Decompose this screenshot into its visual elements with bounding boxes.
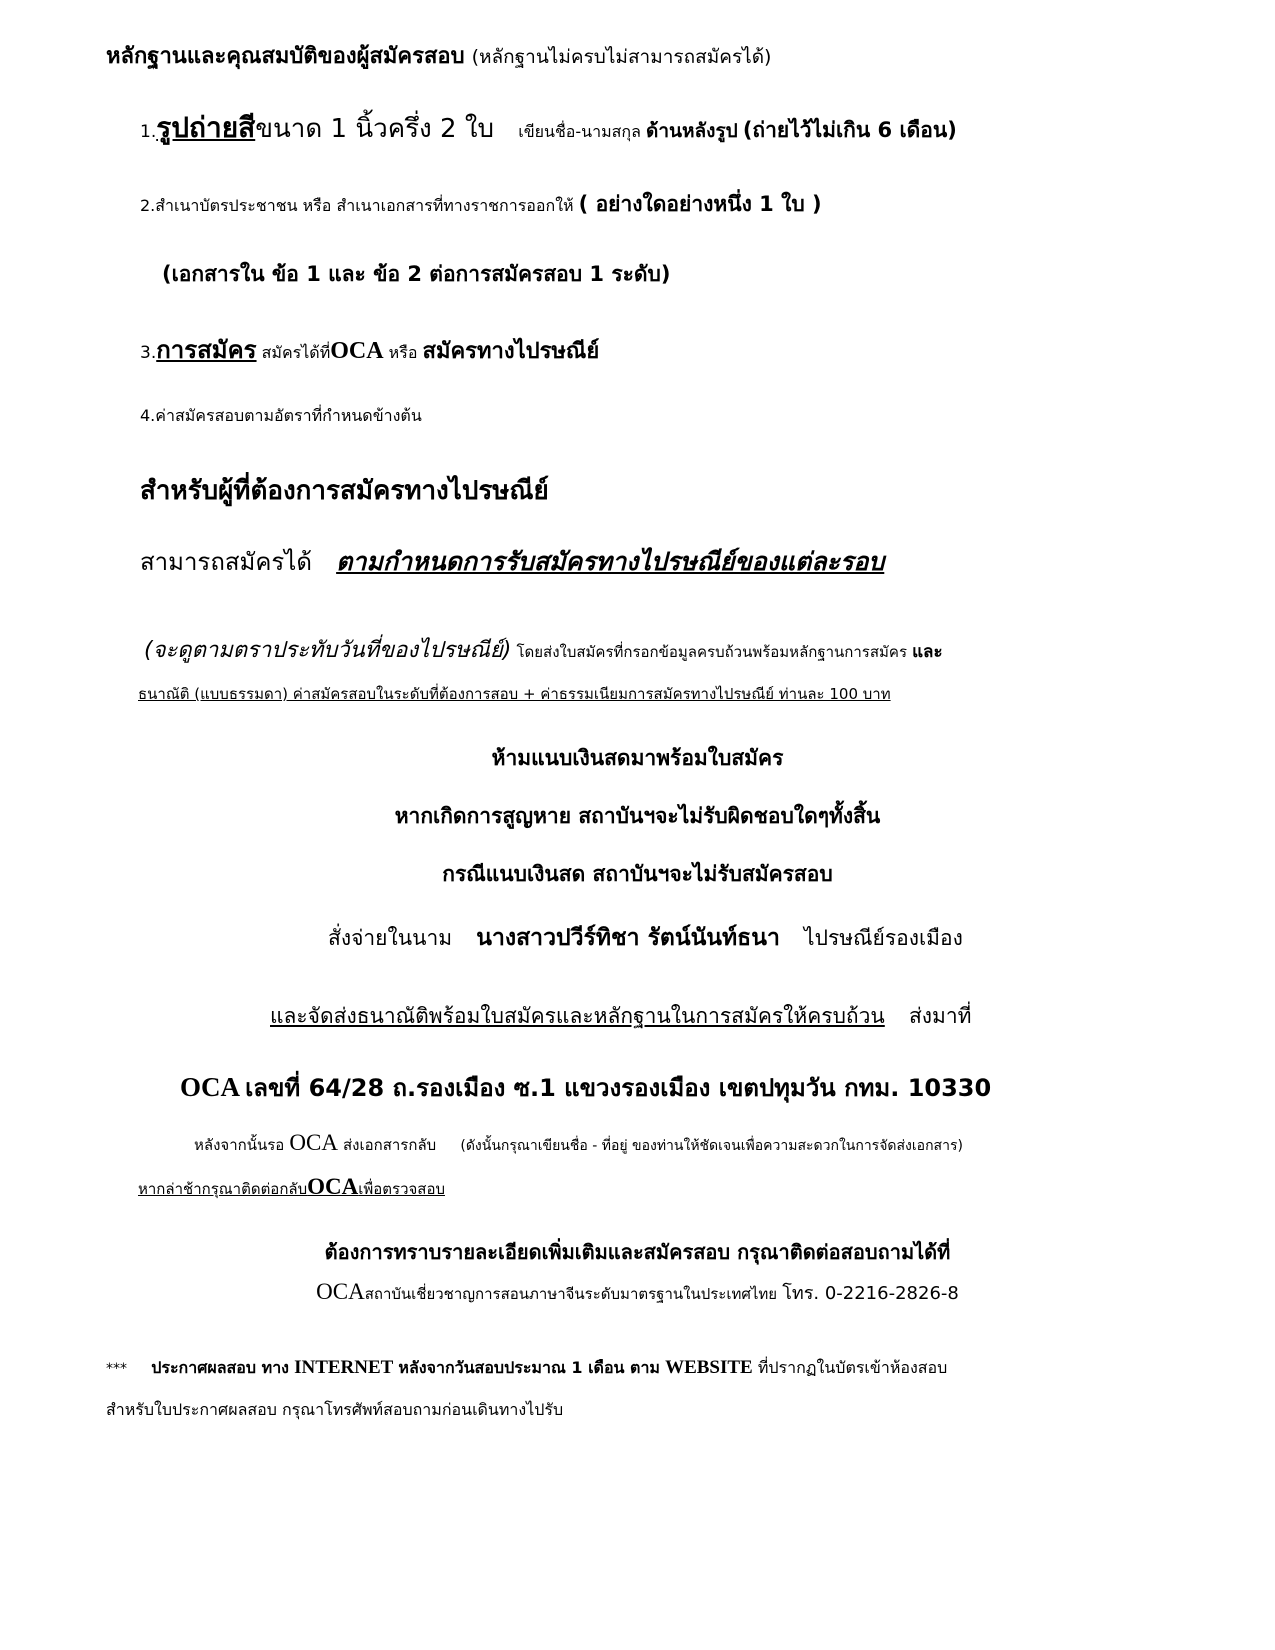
after-wait: หลังจากนั้นรอ <box>194 1136 285 1154</box>
delay-check: เพื่อตรวจสอบ <box>358 1180 445 1198</box>
address-text: เลขที่ 64/28 ถ.รองเมือง ซ.1 แขวงรองเมือง เขตปทุมวัน กทม. 10330 <box>245 1074 992 1102</box>
and-text: และ <box>912 642 943 662</box>
money-order-line: ธนาณัติ (แบบธรรมดา) ค่าสมัครสอบในระดับที่ต้องการสอบ + ค่าธรรมเนียมการสมัครทางไปรษณีย์ ท่านละ 100 บาท <box>138 685 891 703</box>
item-1-number: 1. <box>140 122 157 142</box>
results-stars: *** <box>106 1361 127 1377</box>
pay-to-label: สั่งจ่ายในนาม <box>328 926 453 950</box>
item-1-photo-label: รูปถ่ายสี <box>156 111 256 144</box>
can-apply: สามารถสมัครได้ <box>140 548 312 576</box>
delay-text: หากล่าช้ากรุณาติดต่อกลับ <box>138 1180 308 1198</box>
after-send-back: ส่งเอกสารกลับ <box>343 1136 437 1154</box>
contact-title: ต้องการทราบรายละเอียดเพิ่มเติมและสมัครสอบ กรุณาติดต่อสอบถามได้ที่ <box>324 1240 951 1264</box>
warning-no-cash: ห้ามแนบเงินสดมาพร้อมใบสมัคร <box>491 746 784 770</box>
contact-tel: โทร. 0-2216-2826-8 <box>782 1283 959 1304</box>
item-2-id-copy <box>140 188 822 221</box>
heading-main: หลักฐานและคุณสมบัติของผู้สมัครสอบ <box>106 44 465 69</box>
post-office: ไปรษณีย์รองเมือง <box>804 926 963 950</box>
contact-line <box>0 1278 1275 1307</box>
item-3-label: การสมัคร <box>156 336 257 364</box>
contact-oca: OCA <box>316 1279 365 1304</box>
results-line-2: สำหรับใบประกาศผลสอบ กรุณาโทรศัพท์สอบถามก่อนเดินทางไปรับ <box>106 1400 564 1419</box>
results-line-1 <box>106 1356 947 1381</box>
item-3-number: 3. <box>140 343 157 363</box>
payee-line <box>328 920 963 956</box>
after-line <box>194 1130 963 1157</box>
heading-note: (หลักฐานไม่ครบไม่สามารถสมัครได้) <box>471 46 772 68</box>
results-website: WEBSITE <box>665 1357 753 1378</box>
send-line <box>270 1000 972 1033</box>
postmark-note: (จะดูตามตราประทับวันที่ของไปรษณีย์) <box>144 638 512 663</box>
after-note: (ดังนั้นกรุณาเขียนชื่อ - ที่อยู่ ของท่านให้ชัดเจนเพื่อความสะดวกในการจัดส่งเอกสาร) <box>460 1138 963 1154</box>
item-1-write-name: เขียนชื่อ-นามสกุล <box>518 122 641 141</box>
results-after-exam: หลังจากวันสอบประมาณ 1 เดือน ตาม <box>398 1358 660 1377</box>
after-oca: OCA <box>289 1130 338 1155</box>
item-3-oca: OCA <box>330 338 384 364</box>
item-3-postal: สมัครทางไปรษณีย์ <box>422 339 600 364</box>
warning-cash-rejected: กรณีแนบเงินสด สถาบันฯจะไม่รับสมัครสอบ <box>442 862 833 886</box>
item-1-photo <box>140 106 957 150</box>
payee-name: นางสาวปวีร์ทิชา รัตน์นันท์ธนา <box>476 925 780 951</box>
warning-loss: หากเกิดการสูญหาย สถาบันฯจะไม่รับผิดชอบใดๆทั้งสิ้น <box>394 804 881 828</box>
item-3-apply <box>140 330 599 369</box>
contact-institute: สถาบันเชี่ยวชาญการสอนภาษาจีนระดับมาตรฐานในประเทศไทย <box>364 1285 778 1303</box>
send-to: ส่งมาที่ <box>908 1004 972 1028</box>
postmark-line <box>144 632 943 667</box>
results-internet: INTERNET <box>294 1357 394 1378</box>
delay-oca: OCA <box>307 1174 359 1199</box>
address-line <box>180 1068 991 1107</box>
item-1-size: ขนาด 1 นิ้วครึ่ง 2 ใบ <box>255 114 495 144</box>
item-3-or: หรือ <box>388 343 418 362</box>
send-form-text: โดยส่งใบสมัครที่กรอกข้อมูลครบถ้วนพร้อมหลักฐานการสมัคร <box>516 643 907 661</box>
results-card: ที่ปรากฏในบัตรเข้าห้องสอบ <box>757 1358 948 1377</box>
postal-schedule <box>140 542 884 582</box>
postal-section-title: สำหรับผู้ที่ต้องการสมัครทางไปรษณีย์ <box>140 476 549 506</box>
item-2-emphasis: ( อย่างใดอย่างหนึ่ง 1 ใบ ) <box>578 192 822 216</box>
address-oca: OCA <box>180 1072 240 1102</box>
item-2-text: 2.สำเนาบัตรประชาชน หรือ สำเนาเอกสารที่ทางราชการออกให้ <box>140 196 574 215</box>
heading <box>106 38 771 73</box>
delay-line <box>138 1174 445 1201</box>
item-1-age: (ถ่ายไว้ไม่เกิน 6 เดือน) <box>742 118 957 142</box>
send-instructions: และจัดส่งธนาณัติพร้อมใบสมัครและหลักฐานในการสมัครให้ครบถ้วน <box>270 1004 885 1028</box>
item-4-fee: 4.ค่าสมัครสอบตามอัตราที่กำหนดข้างต้น <box>140 406 422 425</box>
postal-schedule-text: ตามกำหนดการรับสมัครทางไปรษณีย์ของแต่ละรอบ <box>336 547 885 576</box>
item-1-back: ด้านหลังรูป <box>646 120 738 142</box>
documents-note: (เอกสารใน ข้อ 1 และ ข้อ 2 ต่อการสมัครสอบ 1 ระดับ) <box>162 262 671 286</box>
item-3-text: สมัครได้ที่ <box>261 343 331 362</box>
results-announce: ประกาศผลสอบ ทาง <box>151 1358 289 1377</box>
